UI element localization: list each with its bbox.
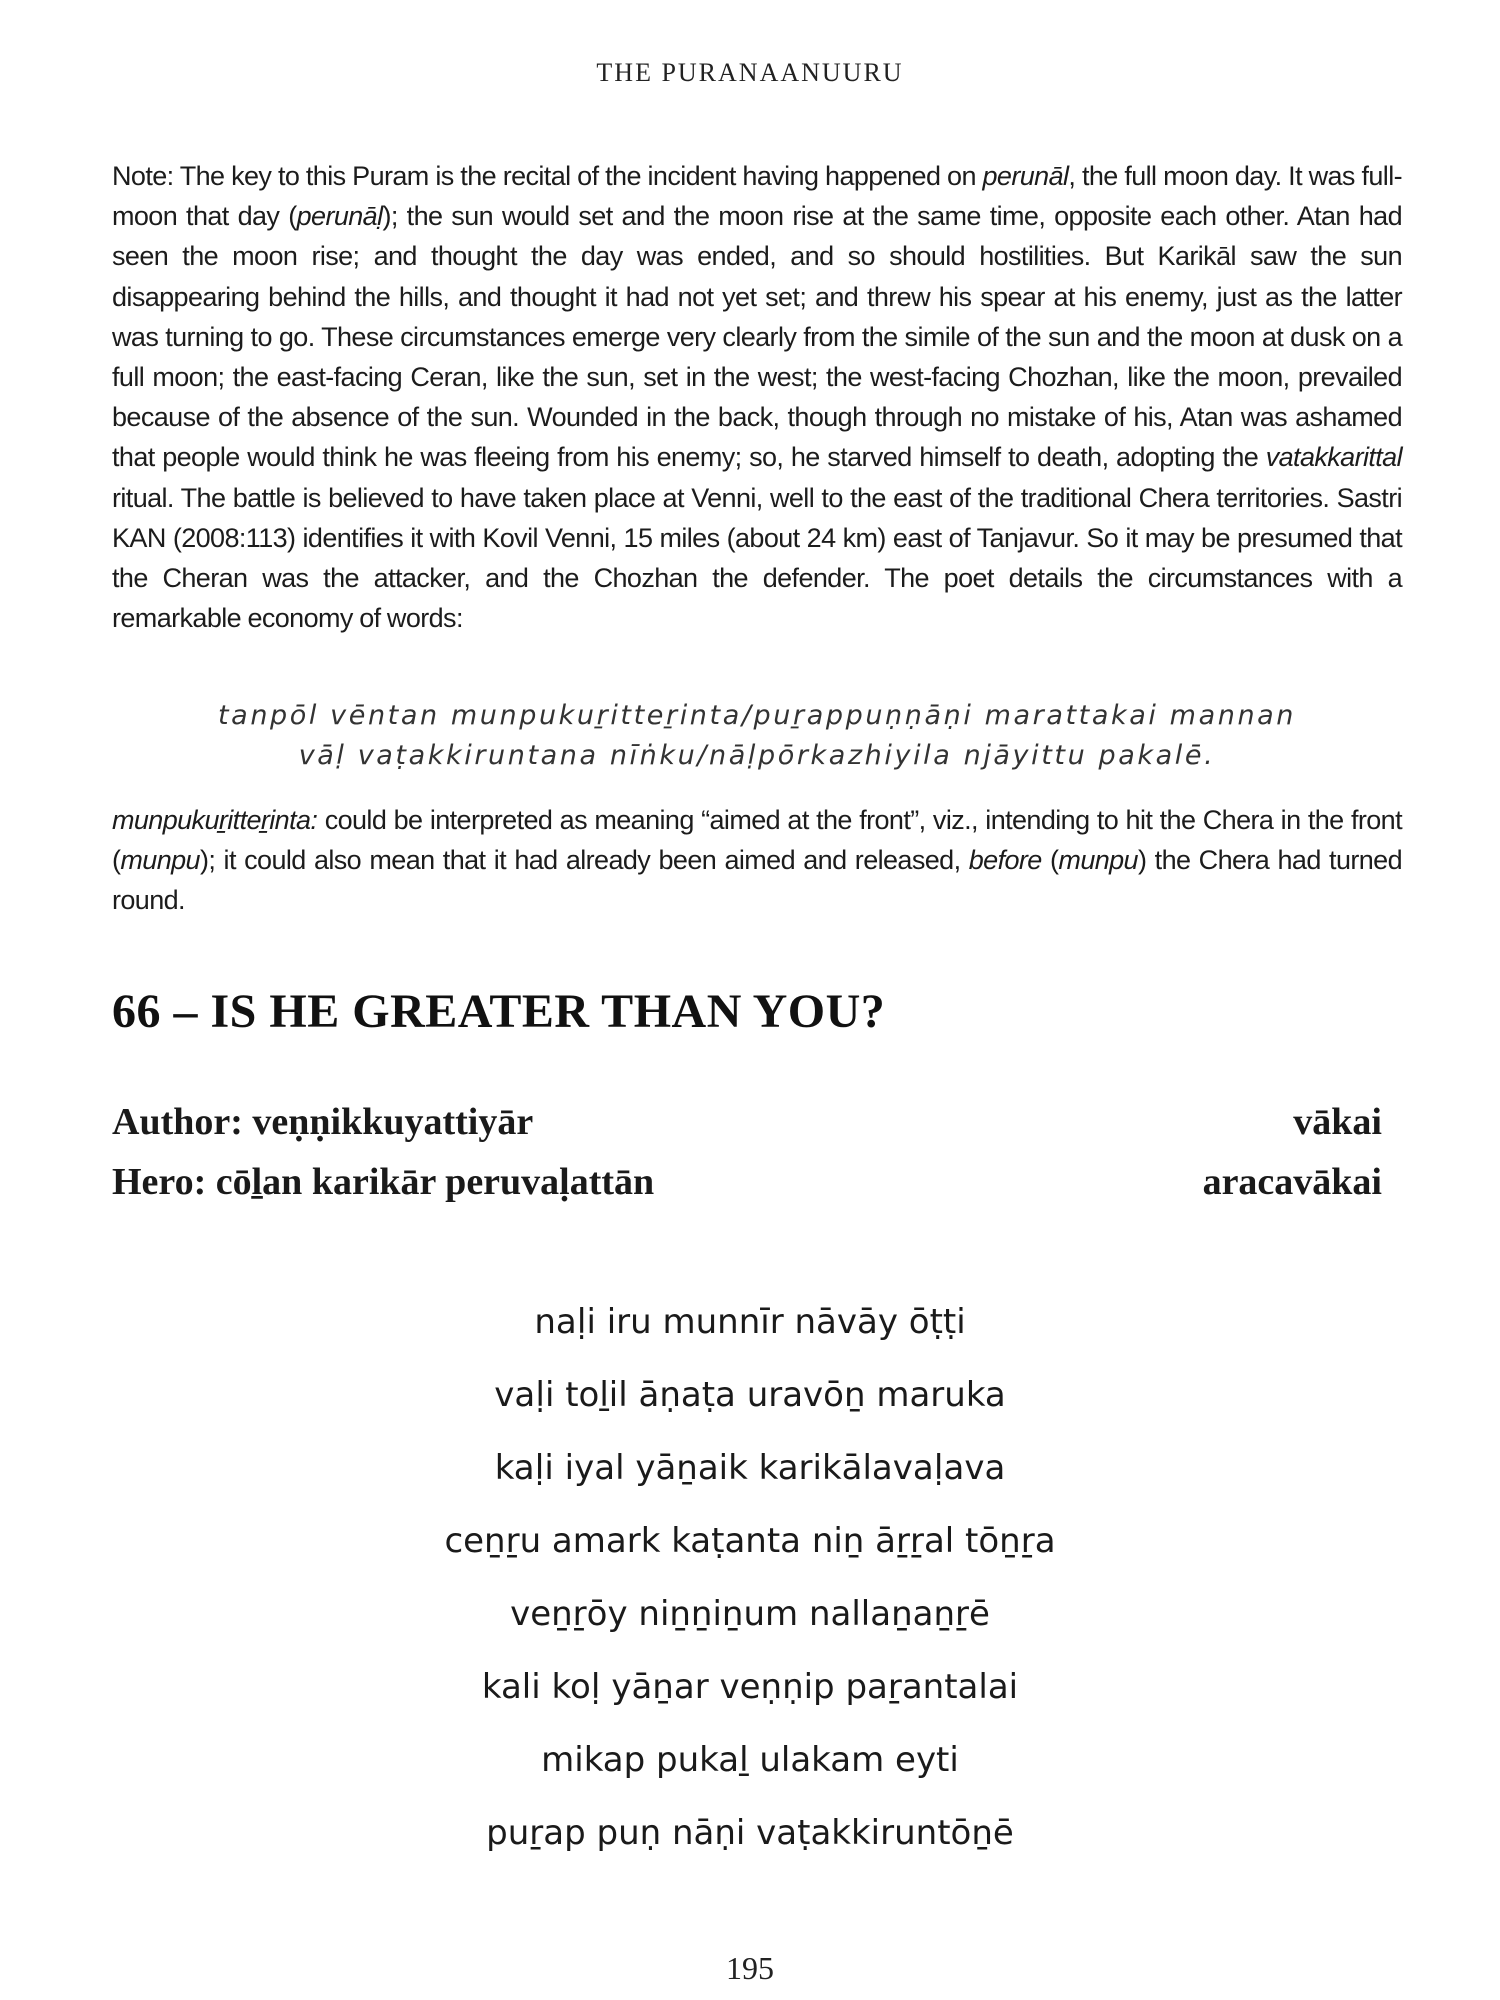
note-paragraph [112,156,1402,638]
verse-quote-line: vāḷ vaṭakkiruntana nīṅku/nāḷpōrkazhiyila njāyittu pakalē. [298,740,1216,771]
running-head: THE PURANAANUURU [596,58,904,87]
gloss-text: ); it could also mean that it had already been aimed and released, [199,845,969,876]
verse-quote [112,696,1402,776]
gloss-text: ) the Chera had turned round. [112,845,1402,916]
gloss-term: munpu [120,845,200,876]
verse-quote-line: tanpōl vēntan munpukuṟitteṟinta/puṟappuṇṇāṇi marattakai mannan [217,700,1297,731]
poem-line: ceṉṟu amark kaṭanta niṉ āṟṟal tōṉṟa [444,1521,1056,1561]
gloss-text: could be interpreted as meaning “aimed at the front”, viz., intending to hit the Chera in the front ( [112,805,1402,876]
note-text: ); the sun would set and the moon rise at the same time, opposite each other. Atan had seen the moon rise; and thought the day was ended, and so should hostilities. But Karikāl saw the sun disappearing behind the hills, and thought it had not yet set; and threw his spear at his enemy, just as the latter was turning to go. These circumstances emerge very clearly from the simile of the sun and the moon at dusk on a full moon; the east-facing Ceran, like the sun, set in the west; the west-facing Chozhan, like the moon, prevailed because of the absence of the sun. Wounded in the back, though through no mistake of his, Atan was ashamed that people would think he was fleeing from his enemy; so, he starved himself to death, adopting the [112,201,1402,473]
note-text: Note: The key to this Puram is the recital of the incident having happened on [112,161,983,191]
poem-line: veṉṟōy niṉṉiṉum nallaṉaṉṟē [510,1594,990,1634]
gloss-term: munpukuṟitteṟinta: [112,805,318,835]
author-row [112,1100,1382,1144]
hero-label: Hero: cōḻan karikār peruvaḷattān [112,1161,655,1203]
turai-label: aracavākai [1202,1161,1382,1203]
poem-line: kali koḷ yāṉar veṇṇip paṟantalai [481,1667,1019,1707]
note-text: ritual. The battle is believed to have taken place at Venni, well to the east of the traditional Chera territories. Sastri KAN (2008:113) identifies it with Kovil Venni, 15 miles (about 24 km) east of Tanjavur. So it may be presumed that the Cheran was the attacker, and the Chozhan the defender. The poet details the circumstances with a remarkable economy of words: [112,482,1402,634]
page-number: 195 [726,1950,774,1986]
poem-line: kaḷi iyal yāṉaik karikālavaḷava [494,1448,1006,1488]
gloss-term: munpu [1058,845,1138,876]
note-term: vatakkarittal [1265,442,1402,473]
hero-row [112,1160,1382,1204]
note-text: , the full moon day. It was full-moon that day ( [112,161,1402,232]
poem [0,1286,1500,1870]
gloss-paragraph [112,800,1402,921]
note-term: perunāḷ [296,201,383,232]
note-term: perunāl [982,161,1069,191]
author-label: Author: veṇṇikkuyattiyār [112,1101,534,1143]
poem-line: puṟap puṇ nāṇi vaṭakkiruntōṉē [486,1813,1014,1853]
gloss-text: ( [1041,845,1059,876]
gloss-term: before [968,845,1042,876]
poem-line: naḷi iru munnīr nāvāy ōṭṭi [534,1302,966,1342]
section-title: 66 – IS HE GREATER THAN YOU? [112,985,886,1038]
poem-line: mikap pukaḻ ulakam eyti [541,1740,959,1780]
poem-line: vaḷi toḻil āṇaṭa uravōṉ maruka [494,1375,1006,1415]
tinai-label: vākai [1293,1101,1382,1143]
